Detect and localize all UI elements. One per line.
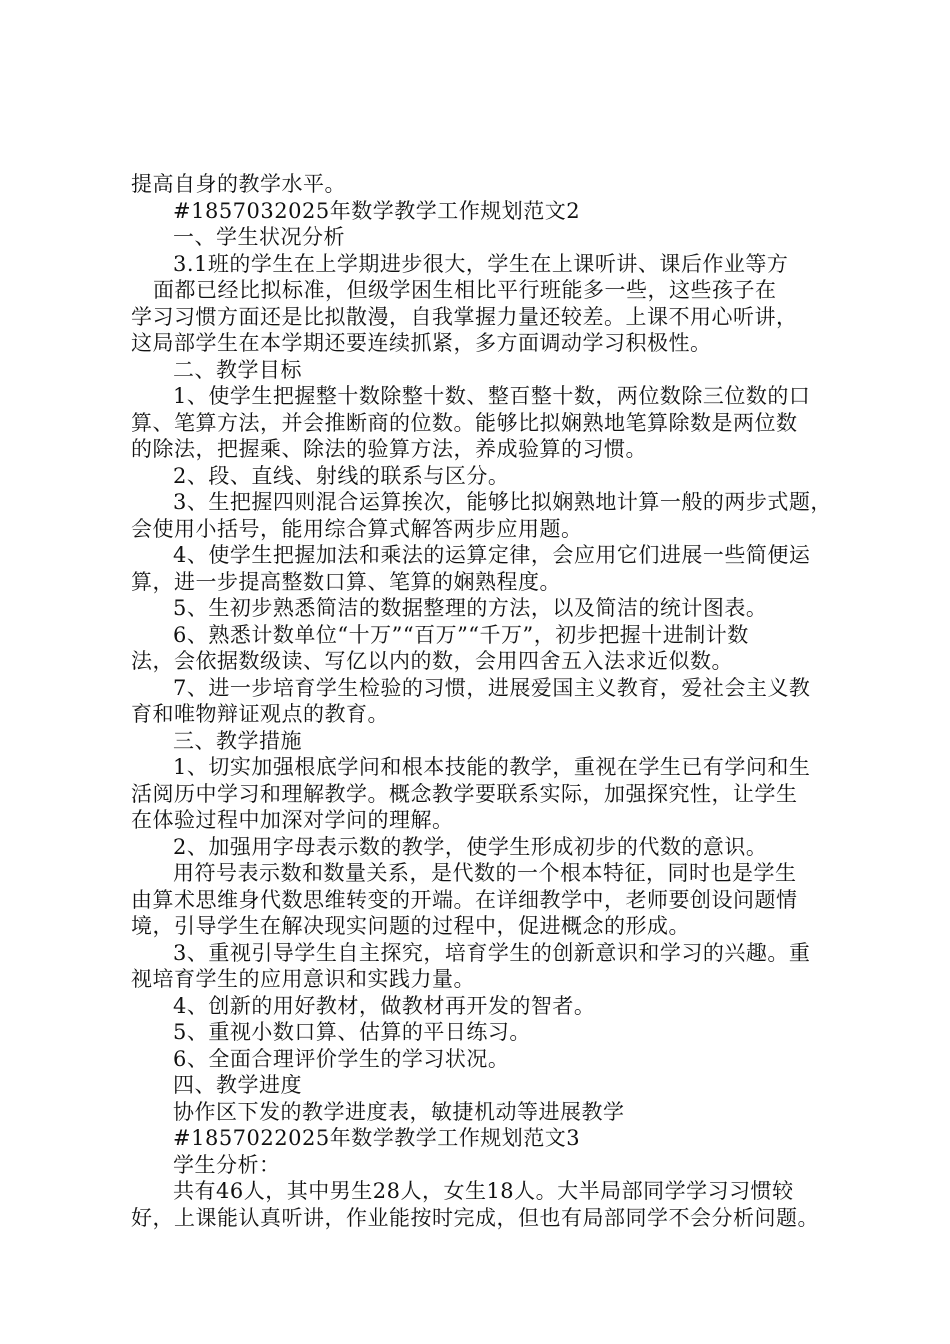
text-line: 二、教学目标 (173, 357, 302, 382)
text-line: 1、切实加强根底学问和根本技能的教学，重视在学生已有学问和生 (173, 755, 811, 779)
text-line: 4、创新的用好教材，做教材再开发的智者。 (173, 993, 596, 1018)
text-line: 三、教学措施 (173, 728, 302, 753)
text-line: 境，引导学生在解决现实问题的过程中，促进概念的形成。 (131, 914, 690, 938)
text-line: 好，上课能认真听讲，作业能按时完成，但也有局部同学不会分析问题。 (131, 1205, 819, 1230)
text-line: 5、生初步熟悉简洁的数据整理的方法，以及简洁的统计图表。 (173, 596, 768, 620)
text-line: #1857032025年数学教学工作规划范文2 (173, 198, 581, 223)
text-line: 7、进一步培育学生检验的习惯，进展爱国主义教育，爱社会主义教 (173, 675, 811, 700)
text-line: 3.1班的学生在上学期进步很大，学生在上课听讲、课后作业等方 (173, 251, 789, 276)
text-line: 会使用小括号，能用综合算式解答两步应用题。 (131, 516, 583, 541)
text-line: 面都已经比拟标准，但级学困生相比平行班能多一些，这些孩子在 (153, 278, 777, 302)
text-line: 视培育学生的应用意识和实践力量。 (131, 967, 475, 991)
text-line: 的除法，把握乘、除法的验算方法，养成验算的习惯。 (131, 437, 647, 461)
text-line: 2、段、直线、射线的联系与区分。 (173, 463, 510, 488)
text-line: 四、教学进度 (173, 1073, 302, 1097)
text-line: 2、加强用字母表示数的教学，使学生形成初步的代数的意识。 (173, 834, 768, 859)
text-line: 育和唯物辩证观点的教育。 (131, 702, 389, 726)
text-line: 1、使学生把握整十数除整十数、整百整十数，两位数除三位数的口 (173, 384, 811, 408)
text-line: #1857022025年数学教学工作规划范文3 (173, 1126, 581, 1150)
text-line: 一、学生状况分析 (173, 225, 345, 249)
text-line: 这局部学生在本学期还要连续抓紧，多方面调动学习积极性。 (131, 331, 712, 355)
text-line: 6、全面合理评价学生的学习状况。 (173, 1046, 510, 1071)
text-line: 3、重视引导学生自主探究，培育学生的创新意识和学习的兴趣。重 (173, 940, 811, 965)
text-line: 算，进一步提高整数口算、笔算的娴熟程度。 (131, 569, 561, 594)
text-line: 在体验过程中加深对学问的理解。 (131, 808, 454, 832)
text-line: 4、使学生把握加法和乘法的运算定律，会应用它们进展一些简便运 (173, 543, 811, 567)
text-line: 5、重视小数口算、估算的平日练习。 (173, 1020, 531, 1044)
text-line: 提高自身的教学水平。 (131, 172, 346, 196)
text-line: 算、笔算方法，并会推断商的位数。能够比拟娴熟地笔算除数是两位数 (131, 410, 798, 435)
text-line: 6、熟悉计数单位“十万”“百万”“千万”，初步把握十进制计数 (173, 622, 749, 647)
text-line: 用符号表示数和数量关系，是代数的一个根本特征，同时也是学生 (173, 861, 797, 885)
document-body (131, 171, 851, 1231)
text-line: 由算术思维身代数思维转变的开端。在详细教学中，老师要创设问题情 (131, 887, 798, 912)
text-line: 活阅历中学习和理解教学。概念教学要联系实际，加强探究性，让学生 (131, 781, 798, 806)
text-line: 学习习惯方面还是比拟散漫，自我掌握力量还较差。上课不用心听讲， (131, 304, 798, 329)
text-line: 共有46人，其中男生28人，女生18人。大半局部同学学习习惯较 (173, 1179, 794, 1203)
text-line: 法，会依据数级读、写亿以内的数，会用四舍五入法求近似数。 (131, 649, 733, 673)
text-line: 学生分析： (173, 1152, 281, 1177)
text-line: 3、生把握四则混合运算挨次，能够比拟娴熟地计算一般的两步式题， (173, 490, 832, 514)
text-line: 协作区下发的教学进度表，敏捷机动等进展教学 (173, 1099, 625, 1124)
